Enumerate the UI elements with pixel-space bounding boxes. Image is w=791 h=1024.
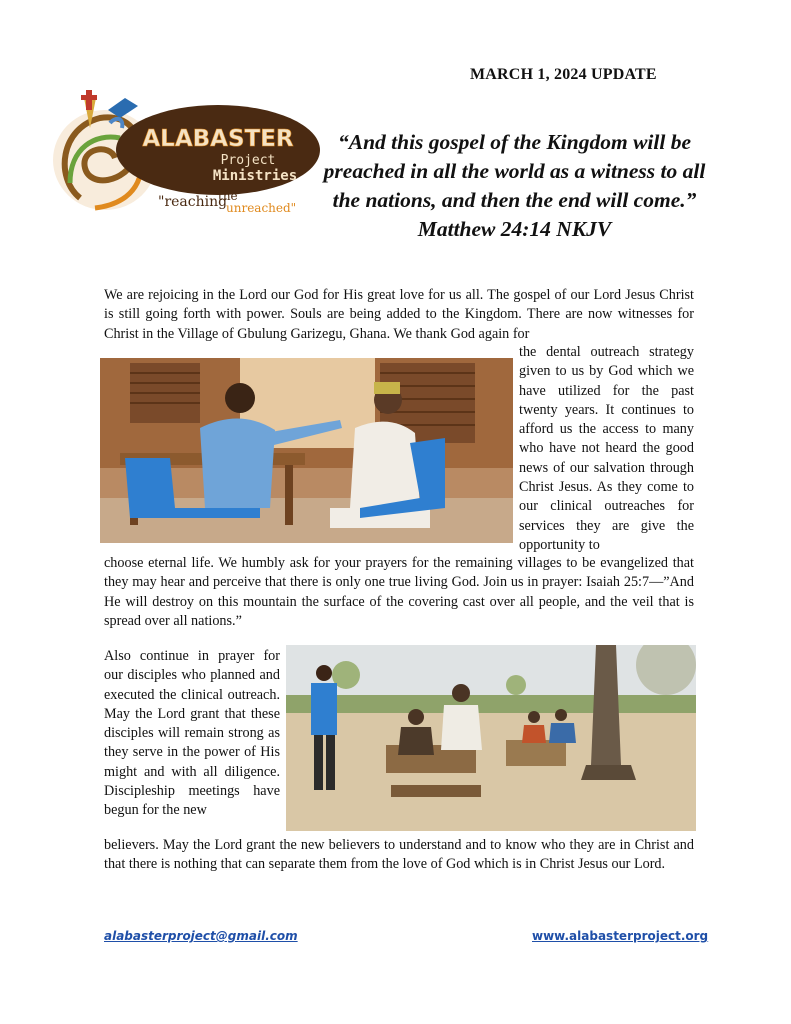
- paragraph-new-believers: believers. May the Lord grant the new believers to understand and to know who they are in Christ and that there is nothing that can separate them from the love of God which is in Christ Jesus our Lord.: [104, 837, 694, 873]
- scripture-quote: “And this gospel of the Kingdom will be preached in all the world as a witness to all the nations, and then the end will come.” Matthew 24:14 NKJV: [323, 130, 706, 241]
- paragraph-intro: We are rejoicing in the Lord our God for His great love for us all. The gospel of our Lord Jesus Christ is still going forth with power. Souls are being added to the Kingdom. There are now witnesses for Christ in the Village of Gbulung Garizegu, Ghana. We thank God again for: [104, 287, 694, 342]
- alabaster-logo: [50, 88, 320, 218]
- village-meeting-photo: [286, 645, 696, 831]
- paragraph-disciples: Also continue in prayer for our disciples who planned and executed the clinical outreach. May the Lord grant that these disciples will remain strong as they serve in the power of His might and with all diligence. Discipleship meetings have begun for the new: [104, 648, 280, 819]
- update-date: MARCH 1, 2024 UPDATE: [470, 66, 657, 83]
- logo-tagline-part3: unreached": [226, 201, 297, 215]
- logo-tagline-part1: "reaching: [158, 194, 228, 210]
- logo-tagline-part2: the: [218, 189, 238, 203]
- email-link[interactable]: alabasterproject@gmail.com: [104, 929, 298, 943]
- logo-name-line2: Project: [220, 153, 276, 168]
- paragraph-prayer-request: choose eternal life. We humbly ask for your prayers for the remaining villages to be evangelized that they may hear and perceive that there is only one true living God. Join us in prayer: Isaiah 25:7—”And He will destroy on this mountain the surface of the covering cast over all people, and the veil that is spread over all nations.”: [104, 555, 694, 629]
- dental-outreach-photo: [100, 358, 513, 543]
- paragraph-dental-outreach: the dental outreach strategy given to us by God which we have utilized for the past twenty years. It continues to afford us the access to many who have not heard the good news of our salvation through Christ Jesus. As they come to our clinical outreaches for services they are give the opportunity to: [519, 344, 694, 553]
- logo-name-line1: ALABASTER: [142, 126, 294, 152]
- website-link[interactable]: www.alabasterproject.org: [532, 929, 709, 943]
- logo-name-line3: Ministries: [212, 168, 298, 184]
